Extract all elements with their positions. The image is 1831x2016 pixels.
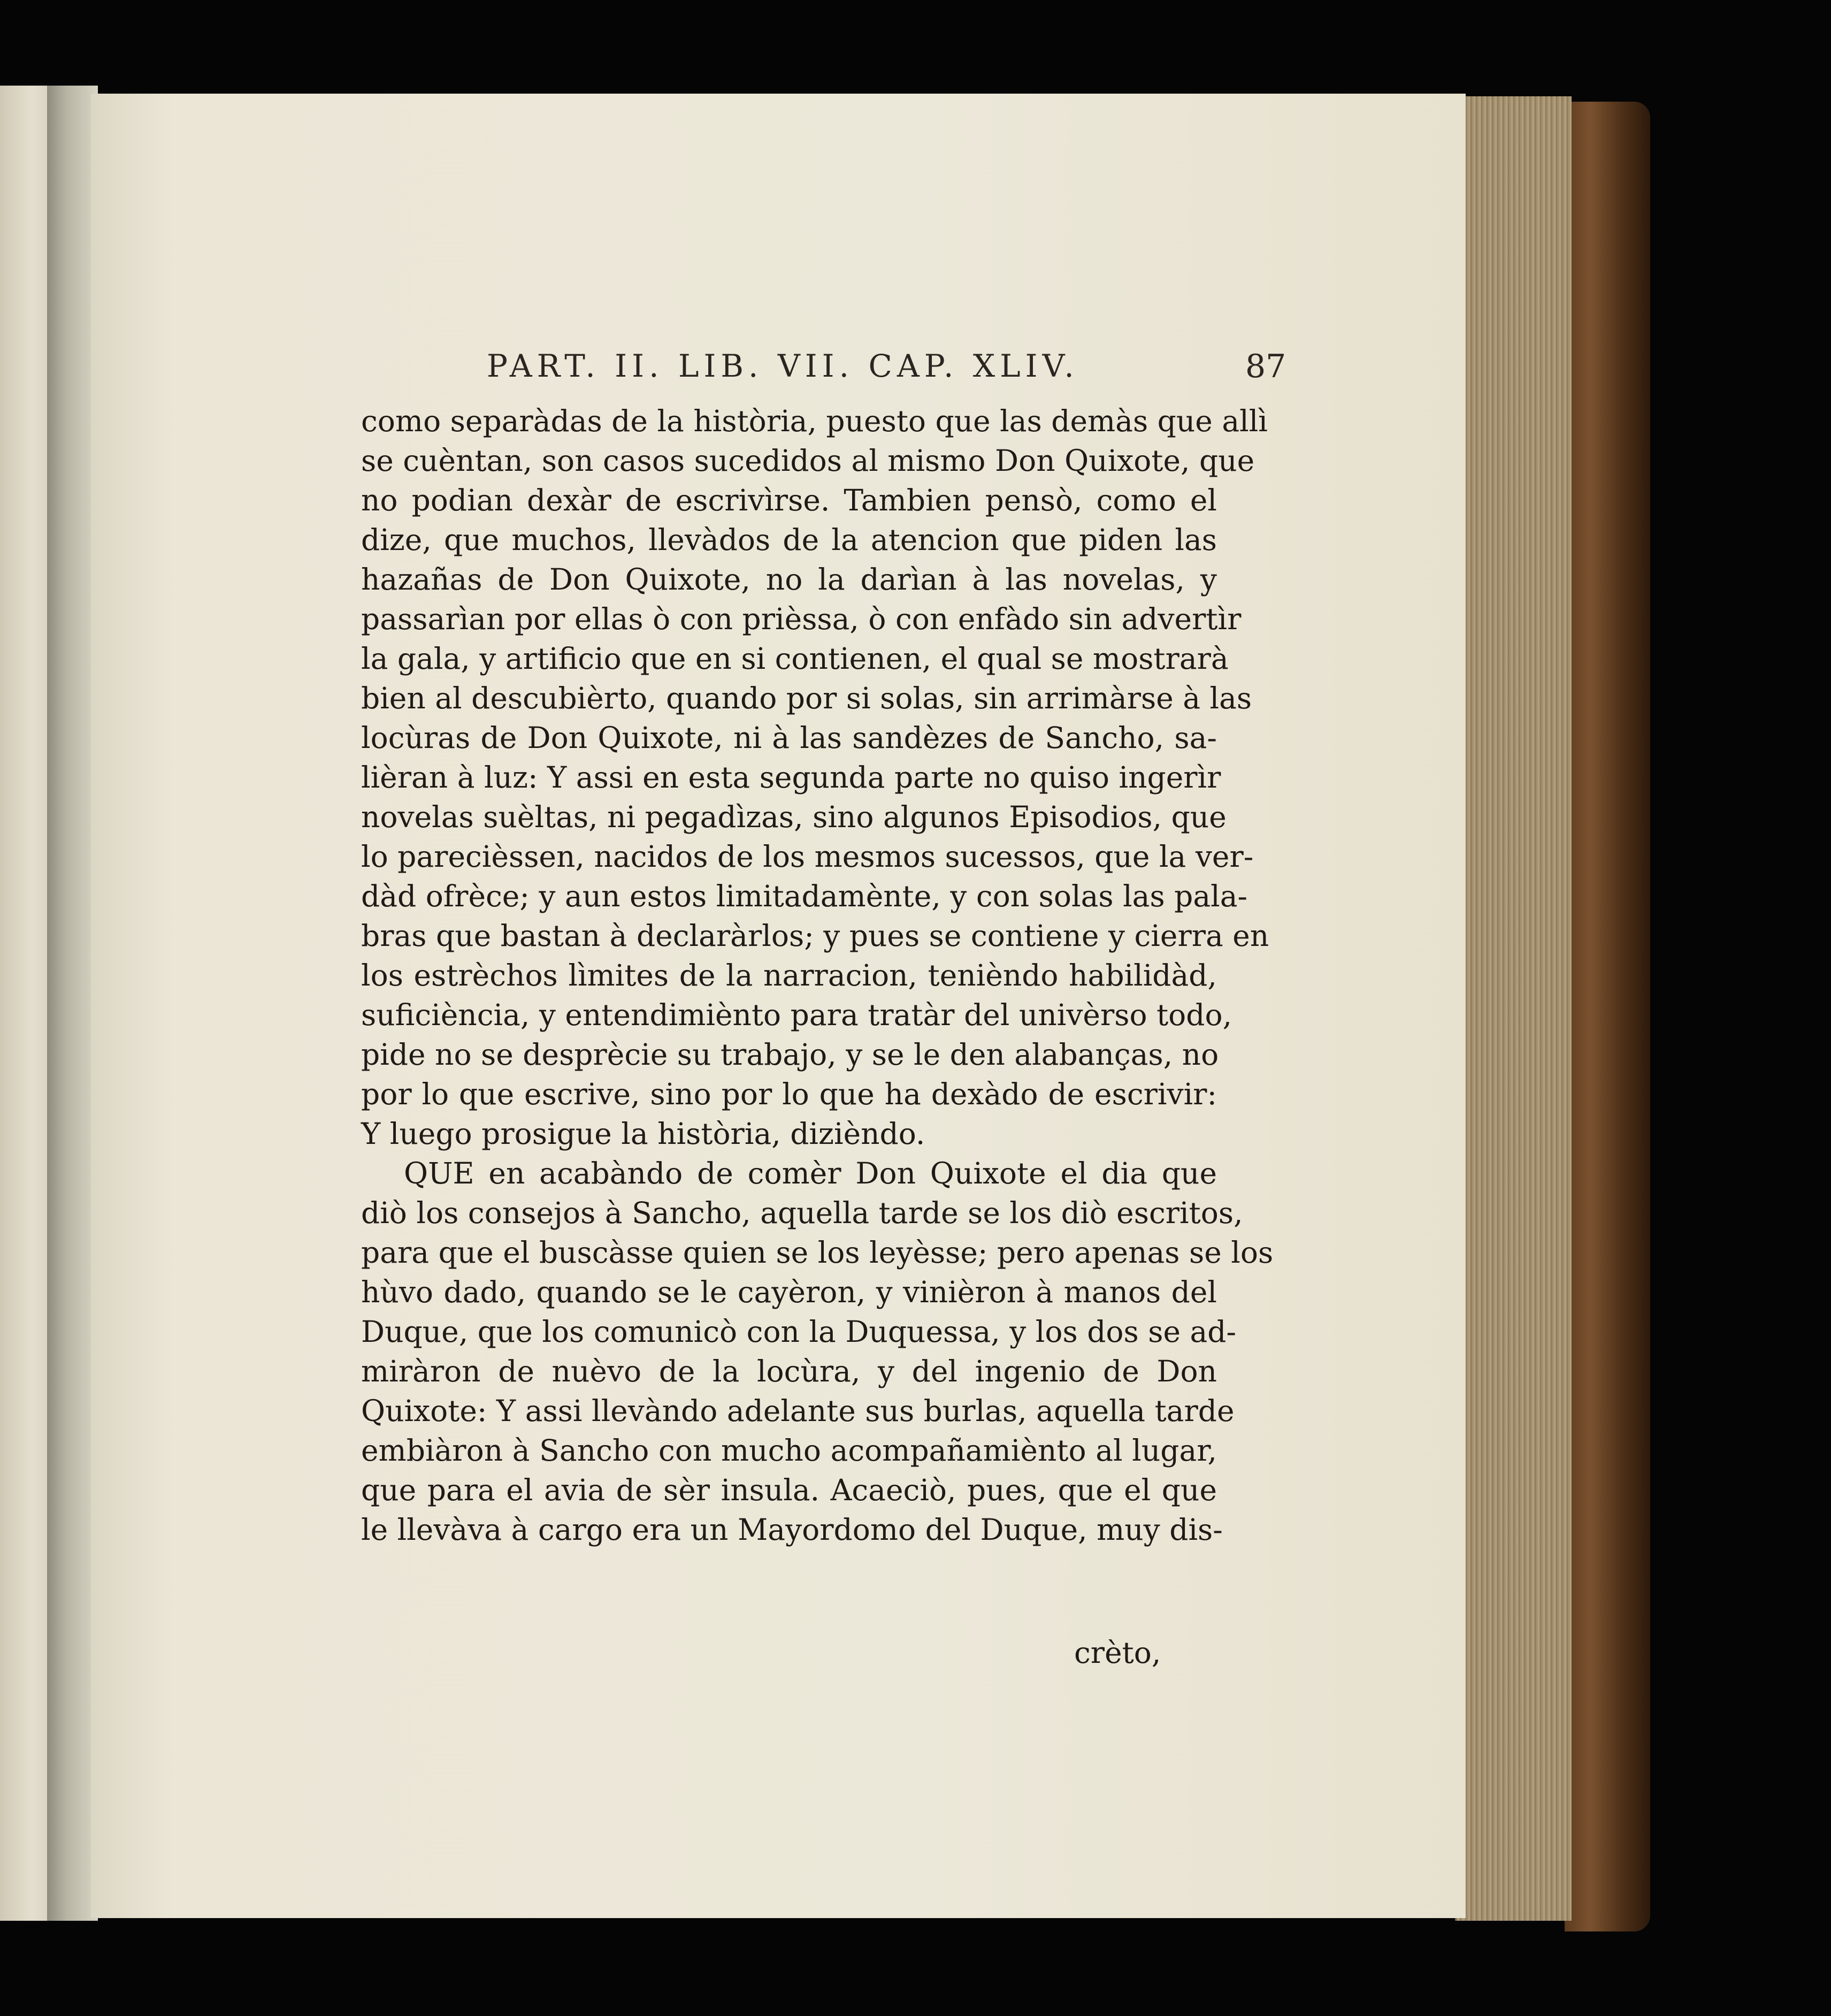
text-line: la gala, y artificio que en si contienen, el qual se mostrarà — [361, 642, 1229, 676]
leather-binding — [1565, 102, 1650, 1931]
text-line: passarìan por ellas ò con prièssa, ò con enfàdo sin advertìr — [361, 602, 1242, 636]
page-number: 87 — [1245, 348, 1286, 385]
text-line: dàd ofrèce; y aun estos limitadamènte, y con solas las pala- — [361, 879, 1248, 913]
text-line: bien al descubièrto, quando por si solas, sin arrimàrse à las — [361, 681, 1252, 715]
text-line: locùras de Don Quixote, ni à las sandèzes de Sancho, sa- — [361, 721, 1217, 755]
running-head: PART. II. LIB. VII. CAP. XLIV. — [487, 348, 1079, 384]
text-line: miràron de nuèvo de la locùra, y del ingenio de Don — [361, 1354, 1217, 1388]
text-line: lièran à luz: Y assi en esta segunda parte no quiso ingerìr — [361, 760, 1221, 795]
text-line: pide no se desprècie su trabajo, y se le den alabanças, no — [361, 1037, 1219, 1072]
book-gutter — [47, 86, 98, 1921]
book-page — [91, 94, 1466, 1918]
text-line: los estrèchos lìmites de la narracion, tenièndo habilidàd, — [361, 958, 1217, 992]
text-line: embiàron à Sancho con mucho acompañamiènto al lugar, — [361, 1433, 1217, 1468]
text-line: Duque, que los comunicò con la Duquessa, y los dos se ad- — [361, 1315, 1237, 1349]
text-line: diò los consejos à Sancho, aquella tarde se los diò escritos, — [361, 1196, 1243, 1230]
text-line: por lo que escrive, sino por lo que ha dexàdo de escrivir: — [361, 1077, 1217, 1111]
text-line: como separàdas de la història, puesto que las demàs que allì — [361, 404, 1268, 438]
text-line: hùvo dado, quando se le cayèron, y vinièron à manos del — [361, 1275, 1217, 1309]
text-block — [361, 401, 1274, 1549]
text-line: lo parecièssen, nacidos de los mesmos sucessos, que la ver- — [361, 839, 1254, 874]
page-fore-edge — [1455, 96, 1572, 1921]
text-line: para que el buscàsse quien se los leyèsse; pero apenas se los — [361, 1235, 1274, 1270]
text-line: Quixote: Y assi llevàndo adelante sus burlas, aquella tarde — [361, 1394, 1235, 1428]
text-line: no podian dexàr de escrivìrse. Tambien pensò, como el — [361, 483, 1217, 517]
text-line: suficiència, y entendimiènto para tratàr del univèrso todo, — [361, 998, 1232, 1032]
text-line: Y luego prosigue la història, dizièndo. — [361, 1117, 925, 1151]
text-line: bras que bastan à declaràrlos; y pues se contiene y cierra en — [361, 919, 1269, 953]
text-line: novelas suèltas, ni pegadìzas, sino algunos Episodios, que — [361, 800, 1227, 834]
text-line: se cuèntan, son casos sucedidos al mismo Don Quixote, que — [361, 444, 1255, 478]
text-line: dize, que muchos, llevàdos de la atencion que piden las — [361, 523, 1217, 557]
left-page-edge — [0, 86, 53, 1921]
text-line: le llevàva à cargo era un Mayordomo del Duque, muy dis- — [361, 1513, 1223, 1547]
catchword: crèto, — [1074, 1636, 1161, 1670]
text-line: que para el avia de sèr insula. Acaeciò, pues, que el que — [361, 1473, 1217, 1507]
text-line: hazañas de Don Quixote, no la darìan à las novelas, y — [361, 562, 1217, 597]
text-line: QUE en acabàndo de comèr Don Quixote el dia que — [404, 1156, 1217, 1190]
